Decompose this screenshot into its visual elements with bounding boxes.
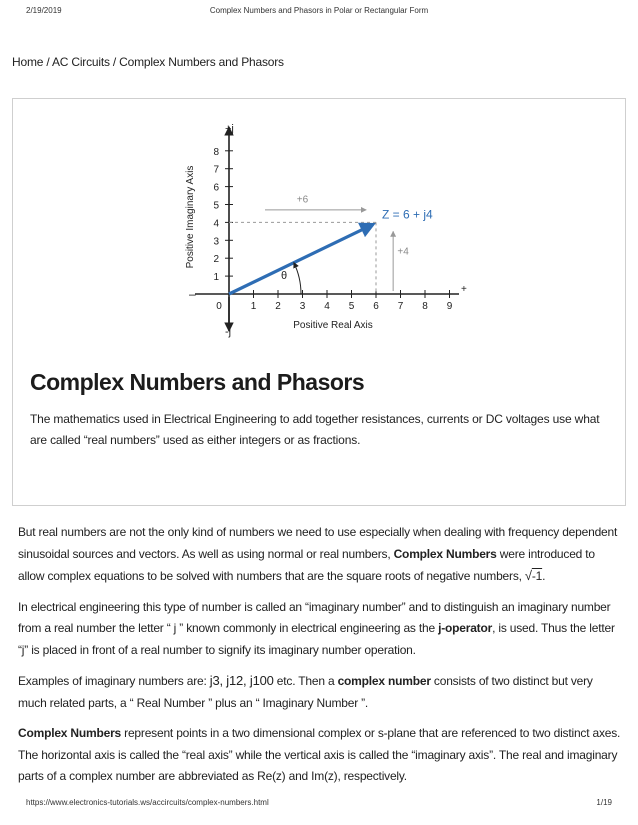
vector-label: Z = 6 + j4 — [382, 207, 433, 222]
y-tick-label: 2 — [213, 254, 219, 266]
real-part-label: +6 — [296, 194, 309, 206]
term-j-operator: j-operator — [438, 621, 493, 635]
vector-z — [229, 224, 373, 294]
minus-real-sign: – — [189, 287, 196, 301]
x-tick-label: 4 — [324, 301, 330, 312]
minus-j-label: -j — [225, 326, 232, 338]
y-tick-label: 3 — [213, 236, 219, 248]
x-tick-label: 5 — [348, 301, 355, 312]
print-page-title: Complex Numbers and Phasors in Polar or Rectangular Form — [209, 6, 429, 15]
x-axis-label: Positive Real Axis — [293, 320, 373, 331]
angle-label: θ — [281, 270, 288, 282]
print-url[interactable]: https://www.electronics-tutorials.ws/accircuits/complex-numbers.html — [26, 798, 269, 807]
print-page-number: 1/19 — [596, 798, 612, 807]
x-tick-label: 0 — [216, 301, 222, 312]
y-tick-label: 1 — [213, 272, 219, 284]
y-tick-label: 4 — [213, 218, 219, 230]
paragraph-1: But real numbers are not the only kind of numbers we need to use especially when dealing with frequency dependent sinusoidal sources and vectors. As well as using normal or real numbers, Complex Numbers were introduced to allow complex equations to be solved with numbers that are the square roots of negative numbers, √-1. — [18, 525, 618, 583]
x-tick-label: 1 — [250, 301, 257, 312]
plus-j-label: +j — [225, 123, 234, 135]
imag-part-label: +4 — [397, 246, 409, 258]
x-tick-label: 2 — [275, 301, 281, 312]
sqrt-symbol: √ — [524, 568, 532, 583]
y-tick-label: 5 — [213, 200, 219, 212]
y-tick-label: 7 — [213, 164, 219, 176]
article-body — [18, 522, 624, 797]
paragraph-2: In electrical engineering this type of number is called an “imaginary number” and to distinguish an imaginary number from a real number the letter “ j ” known commonly in electrical engineering as the j-operator, is used. Thus the letter “j” is placed in front of a real number to signify its imaginary number operation. — [18, 599, 615, 657]
paragraph-4: Complex Numbers represent points in a two dimensional complex or s-plane that are referenced to two distinct axes. The horizontal axis is called the “real axis” while the vertical axis is called the “imaginary axis”. The real and imaginary parts of a complex number are abbreviated as Re(z) and Im(z), respectively. — [18, 726, 621, 783]
angle-arc — [294, 262, 301, 294]
sqrt-radicand: -1 — [531, 569, 543, 583]
page-title: Complex Numbers and Phasors — [30, 369, 365, 395]
x-tick-label: 6 — [373, 301, 379, 312]
imaginary-examples: j3, j12, j100 — [209, 673, 274, 688]
term-complex-number: complex number — [337, 674, 431, 688]
print-header — [0, 6, 638, 20]
y-axis-label: Positive Imaginary Axis — [185, 165, 196, 269]
term-complex-numbers-2: Complex Numbers — [18, 726, 122, 740]
term-complex-numbers: Complex Numbers — [393, 546, 497, 561]
y-tick-label: 8 — [213, 146, 219, 158]
complex-plane-figure — [173, 117, 473, 339]
x-tick-label: 9 — [446, 301, 453, 312]
x-tick-label: 3 — [299, 301, 306, 312]
x-tick-label: 7 — [397, 301, 404, 312]
x-tick-label: 8 — [422, 301, 428, 312]
paragraph-3: Examples of imaginary numbers are: j3, j12, j100 etc. Then a complex number consists of two distinct but very much related parts, a “ Real Number ” plus an “ Imaginary Number ”. — [18, 673, 593, 710]
y-tick-label: 6 — [213, 182, 219, 194]
plus-real-sign: + — [461, 284, 467, 295]
intro-paragraph: The mathematics used in Electrical Engineering to add together resistances, currents or DC voltages use what are called “real numbers” used as either integers or as fractions. — [30, 412, 600, 447]
breadcrumb[interactable]: Home / AC Circuits / Complex Numbers and Phasors — [12, 55, 284, 69]
print-date: 2/19/2019 — [26, 6, 62, 15]
article-header-card — [12, 98, 626, 506]
